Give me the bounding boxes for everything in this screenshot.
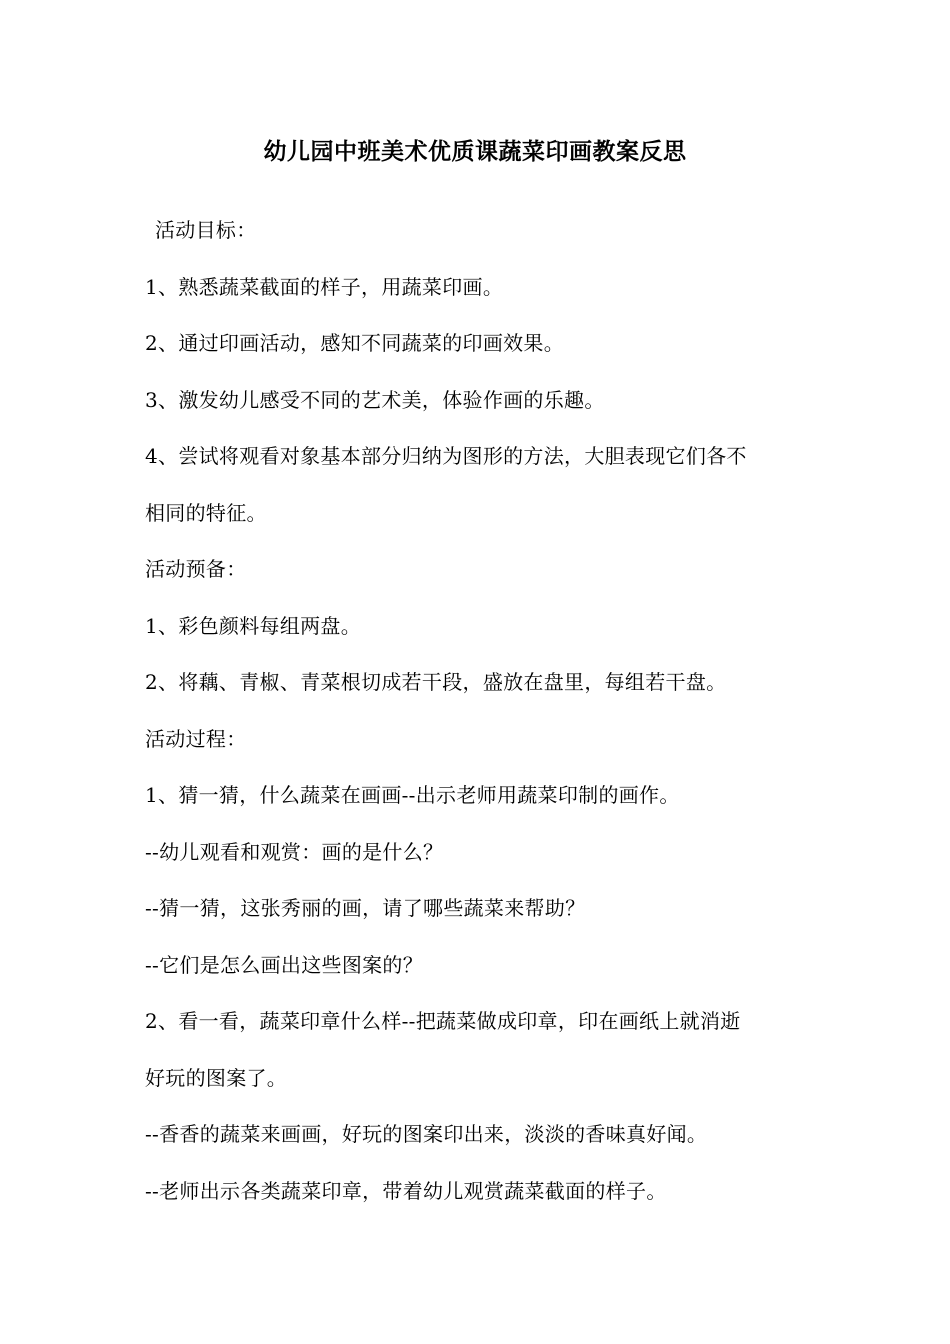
paragraph-line: 2、看一看，蔬菜印章什么样--把蔬菜做成印章，印在画纸上就消逝 (145, 1009, 741, 1033)
paragraph-line: --它们是怎么画出这些图案的？ (145, 952, 424, 977)
section-heading-preparation: 活动预备： (145, 557, 247, 581)
paragraph-line: 3、激发幼儿感受不同的艺术美，体验作画的乐趣。 (145, 387, 605, 412)
document-title: 幼儿园中班美术优质课蔬菜印画教案反思 (263, 138, 687, 165)
paragraph-line: 1、熟悉蔬菜截面的样子，用蔬菜印画。 (145, 274, 504, 299)
paragraph-line: 相同的特征。 (145, 500, 267, 525)
paragraph-line: --猜一猜，这张秀丽的画，请了哪些蔬菜来帮助？ (145, 896, 586, 920)
paragraph-line: 1、彩色颜料每组两盘。 (145, 613, 362, 638)
paragraph-line: 2、将藕、青椒、青菜根切成若干段，盛放在盘里，每组若干盘。 (145, 670, 727, 694)
paragraph-line: --幼儿观看和观赏：画的是什么？ (145, 839, 444, 864)
section-heading-process: 活动过程： (145, 726, 247, 751)
paragraph-line: 2、通过印画活动，感知不同蔬菜的印画效果。 (145, 331, 565, 355)
paragraph-line: 4、尝试将观看对象基本部分归纳为图形的方法，大胆表现它们各不 (145, 444, 747, 468)
document-body (145, 202, 810, 1219)
paragraph-line: --香香的蔬菜来画画，好玩的图案印出来，淡淡的香味真好闻。 (145, 1122, 708, 1146)
paragraph-line: --老师出示各类蔬菜印章，带着幼儿观赏蔬菜截面的样子。 (145, 1178, 667, 1203)
paragraph-line: 1、猜一猜，什么蔬菜在画画--出示老师用蔬菜印制的画作。 (145, 783, 680, 807)
section-heading-goals: 活动目标： (155, 218, 257, 242)
paragraph-line: 好玩的图案了。 (145, 1065, 288, 1090)
